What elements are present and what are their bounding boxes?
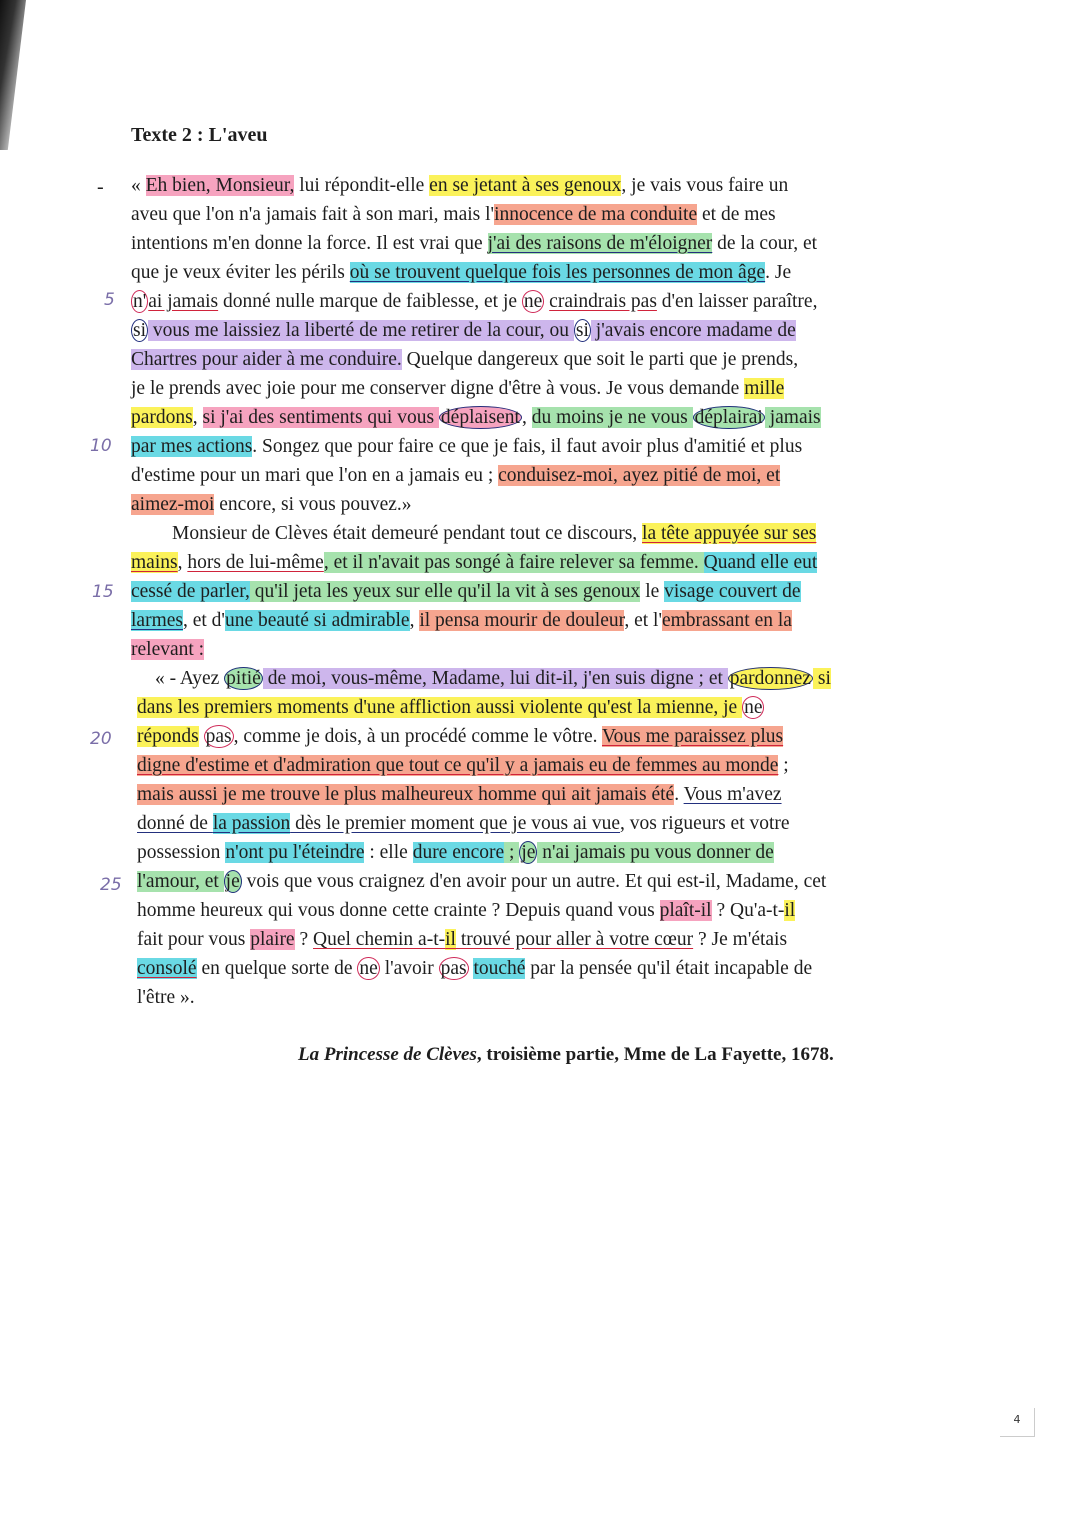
- text-line-5: n' ai jamais donné nulle marque de faiblesse, et je ne craindrais pas d'en laisser paraître,: [133, 291, 818, 312]
- text-line-23: donné de la passion dès le premier moment que je vous ai vue, vos rigueurs et votre: [137, 813, 790, 834]
- line-number-15: 15: [92, 582, 114, 602]
- text-line-24: possession n'ont pu l'éteindre : elle dure encore ; je n'ai jamais pu vous donner de: [137, 842, 774, 863]
- text-line-25: l'amour, et je vois que vous craignez d'en avoir pour un autre. Et qui est-il, Madame, cet: [137, 871, 827, 892]
- text-line-11: d'estime pour un mari que l'on en a jamais eu ; conduisez-moi, ayez pitié de moi, et: [131, 465, 781, 486]
- text-line-10: par mes actions. Songez que pour faire ce que je fais, il faut avoir plus d'amitié et plus: [131, 436, 803, 457]
- line-number-25: 25: [100, 875, 122, 895]
- text-line-26: homme heureux qui vous donne cette crainte ? Depuis quand vous plaît-il ? Qu'a-t-il: [137, 900, 796, 921]
- text-line-29: l'être ».: [137, 987, 195, 1008]
- text-line-15: cessé de parler, qu'il jeta les yeux sur elle qu'il la vit à ses genoux le visage couvert de: [131, 581, 801, 602]
- text-line-19: dans les premiers moments d'une affliction aussi violente qu'est la mienne, je ne: [137, 697, 763, 718]
- text-line-13: Monsieur de Clèves était demeuré pendant tout ce discours, la tête appuyée sur ses: [172, 523, 817, 544]
- text-line-9: pardons, si j'ai des sentiments qui vous déplaisent , du moins je ne vous déplairai jamais: [131, 407, 821, 428]
- list-dash: -: [97, 176, 104, 198]
- text-line-4: que je veux éviter les périls où se trouvent quelque fois les personnes de mon âge. Je: [131, 262, 792, 283]
- line-number-5: 5: [104, 290, 115, 310]
- text-line-28: consolé en quelque sorte de ne l'avoir pas touché par la pensée qu'il était incapable de: [137, 958, 813, 979]
- page-title: Texte 2 : L'aveu: [131, 124, 268, 146]
- work-title: La Princesse de Clèves: [298, 1044, 477, 1065]
- text-line-27: fait pour vous plaire ? Quel chemin a-t-il trouvé pour aller à votre cœur ? Je m'étais: [137, 929, 788, 950]
- text-line-18: « - Ayez pitié de moi, vous-même, Madame, lui dit-il, j'en suis digne ; et pardonnez si: [155, 668, 831, 689]
- text-line-2: aveu que l'on n'a jamais fait à son mari, mais l'innocence de ma conduite et de mes: [131, 204, 776, 225]
- text-line-7: Chartres pour aider à me conduire. Quelque dangereux que soit le parti que je prends,: [131, 349, 799, 370]
- page-number: 4: [1000, 1408, 1035, 1437]
- text-line-22: mais aussi je me trouve le plus malheureux homme qui ait jamais été. Vous m'avez: [137, 784, 782, 805]
- source-citation: [298, 1044, 834, 1066]
- text-line-17: relevant :: [131, 639, 205, 660]
- text-line-3: intentions m'en donne la force. Il est vrai que j'ai des raisons de m'éloigner de la cour, et: [131, 233, 818, 254]
- text-line-8: je le prends avec joie pour me conserver digne d'être à vous. Je vous demande mille: [131, 378, 785, 399]
- text-line-16: larmes, et d'une beauté si admirable, il pensa mourir de douleur, et l'embrassant en la: [131, 610, 792, 631]
- text-line-6: si vous me laissiez la liberté de me retirer de la cour, ou si j'avais encore madame de: [133, 320, 796, 341]
- text-line-14: mains, hors de lui-même, et il n'avait pas songé à faire relever sa femme. Quand elle eut: [131, 552, 818, 573]
- scan-edge-shadow: [0, 0, 26, 150]
- citation-details: , troisième partie, Mme de La Fayette, 1678.: [476, 1044, 834, 1065]
- line-number-10: 10: [90, 436, 112, 456]
- text-line-12: aimez-moi encore, si vous pouvez.»: [131, 494, 412, 515]
- text-line-1: « Eh bien, Monsieur, lui répondit-elle en se jetant à ses genoux, je vais vous faire un: [131, 175, 789, 196]
- text-line-20: réponds pas , comme je dois, à un procédé comme le vôtre. Vous me paraissez plus: [137, 726, 784, 747]
- text-line-21: digne d'estime et d'admiration que tout ce qu'il y a jamais eu de femmes au monde ;: [137, 755, 789, 776]
- line-number-20: 20: [90, 729, 112, 749]
